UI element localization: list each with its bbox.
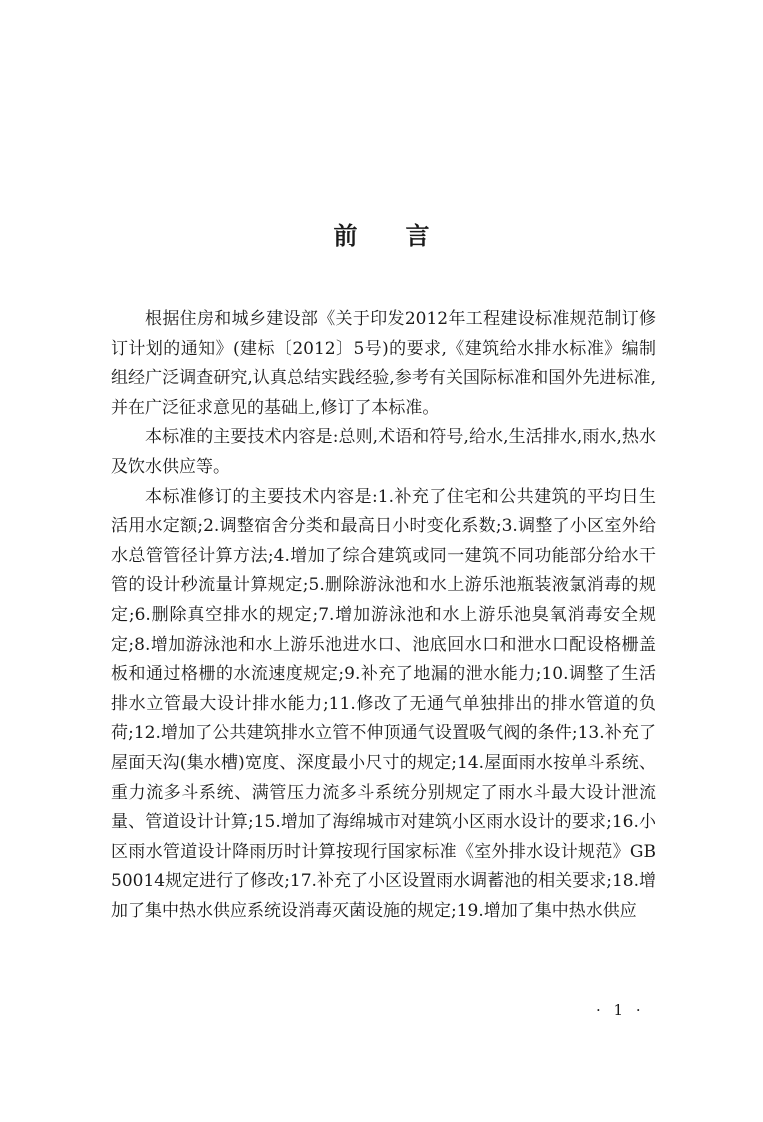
paragraph: 根据住房和城乡建设部《关于印发2012年工程建设标准规范制订修订计划的通知》(建标〔2012〕5号)的要求,《建筑给水排水标准》编制组经广泛调查研究,认真总结实践经验,参考有关国际标准和国外先进标准,并在广泛征求意见的基础上,修订了本标准。 xyxy=(111,309,656,418)
page-number: · 1 · xyxy=(596,1001,645,1019)
body-text xyxy=(111,305,656,926)
page-title: 前言 xyxy=(333,221,478,250)
paragraph: 本标准的主要技术内容是:总则,术语和符号,给水,生活排水,雨水,热水及饮水供应等。 xyxy=(111,427,656,477)
paragraph: 本标准修订的主要技术内容是:1.补充了住宅和公共建筑的平均日生活用水定额;2.调整宿舍分类和最高日小时变化系数;3.调整了小区室外给水总管管径计算方法;4.增加了综合建筑或同一建筑不同功能部分给水干管的设计秒流量计算规定;5.删除游泳池和水上游乐池瓶装液氯消毒的规定;6.删除真空排水的规定;7.增加游泳池和水上游乐池臭氧消毒安全规定;8.增加游泳池和水上游乐池进水口、池底回水口和泄水口配设格栅盖板和通过格栅的水流速度规定;9.补充了地漏的泄水能力;10.调整了生活排水立管最大设计排水能力;11.修改了无通气单独排出的排水管道的负荷;12.增加了公共建筑排水立管不伸顶通气设置吸气阀的条件;13.补充了屋面天沟(集水槽)宽度、深度最小尺寸的规定;14.屋面雨水按单斗系统、重力流多斗系统、满管压力流多斗系统分别规定了雨水斗最大设计泄流量、管道设计计算;15.增加了海绵城市对建筑小区雨水设计的要求;16.小区雨水管道设计降雨历时计算按现行国家标准《室外排水设计规范》GB 50014规定进行了修改;17.补充了小区设置雨水调蓄池的相关要求;18.增加了集中热水供应系统设消毒灭菌设施的规定;19.增加了集中热水供应 xyxy=(111,486,656,921)
